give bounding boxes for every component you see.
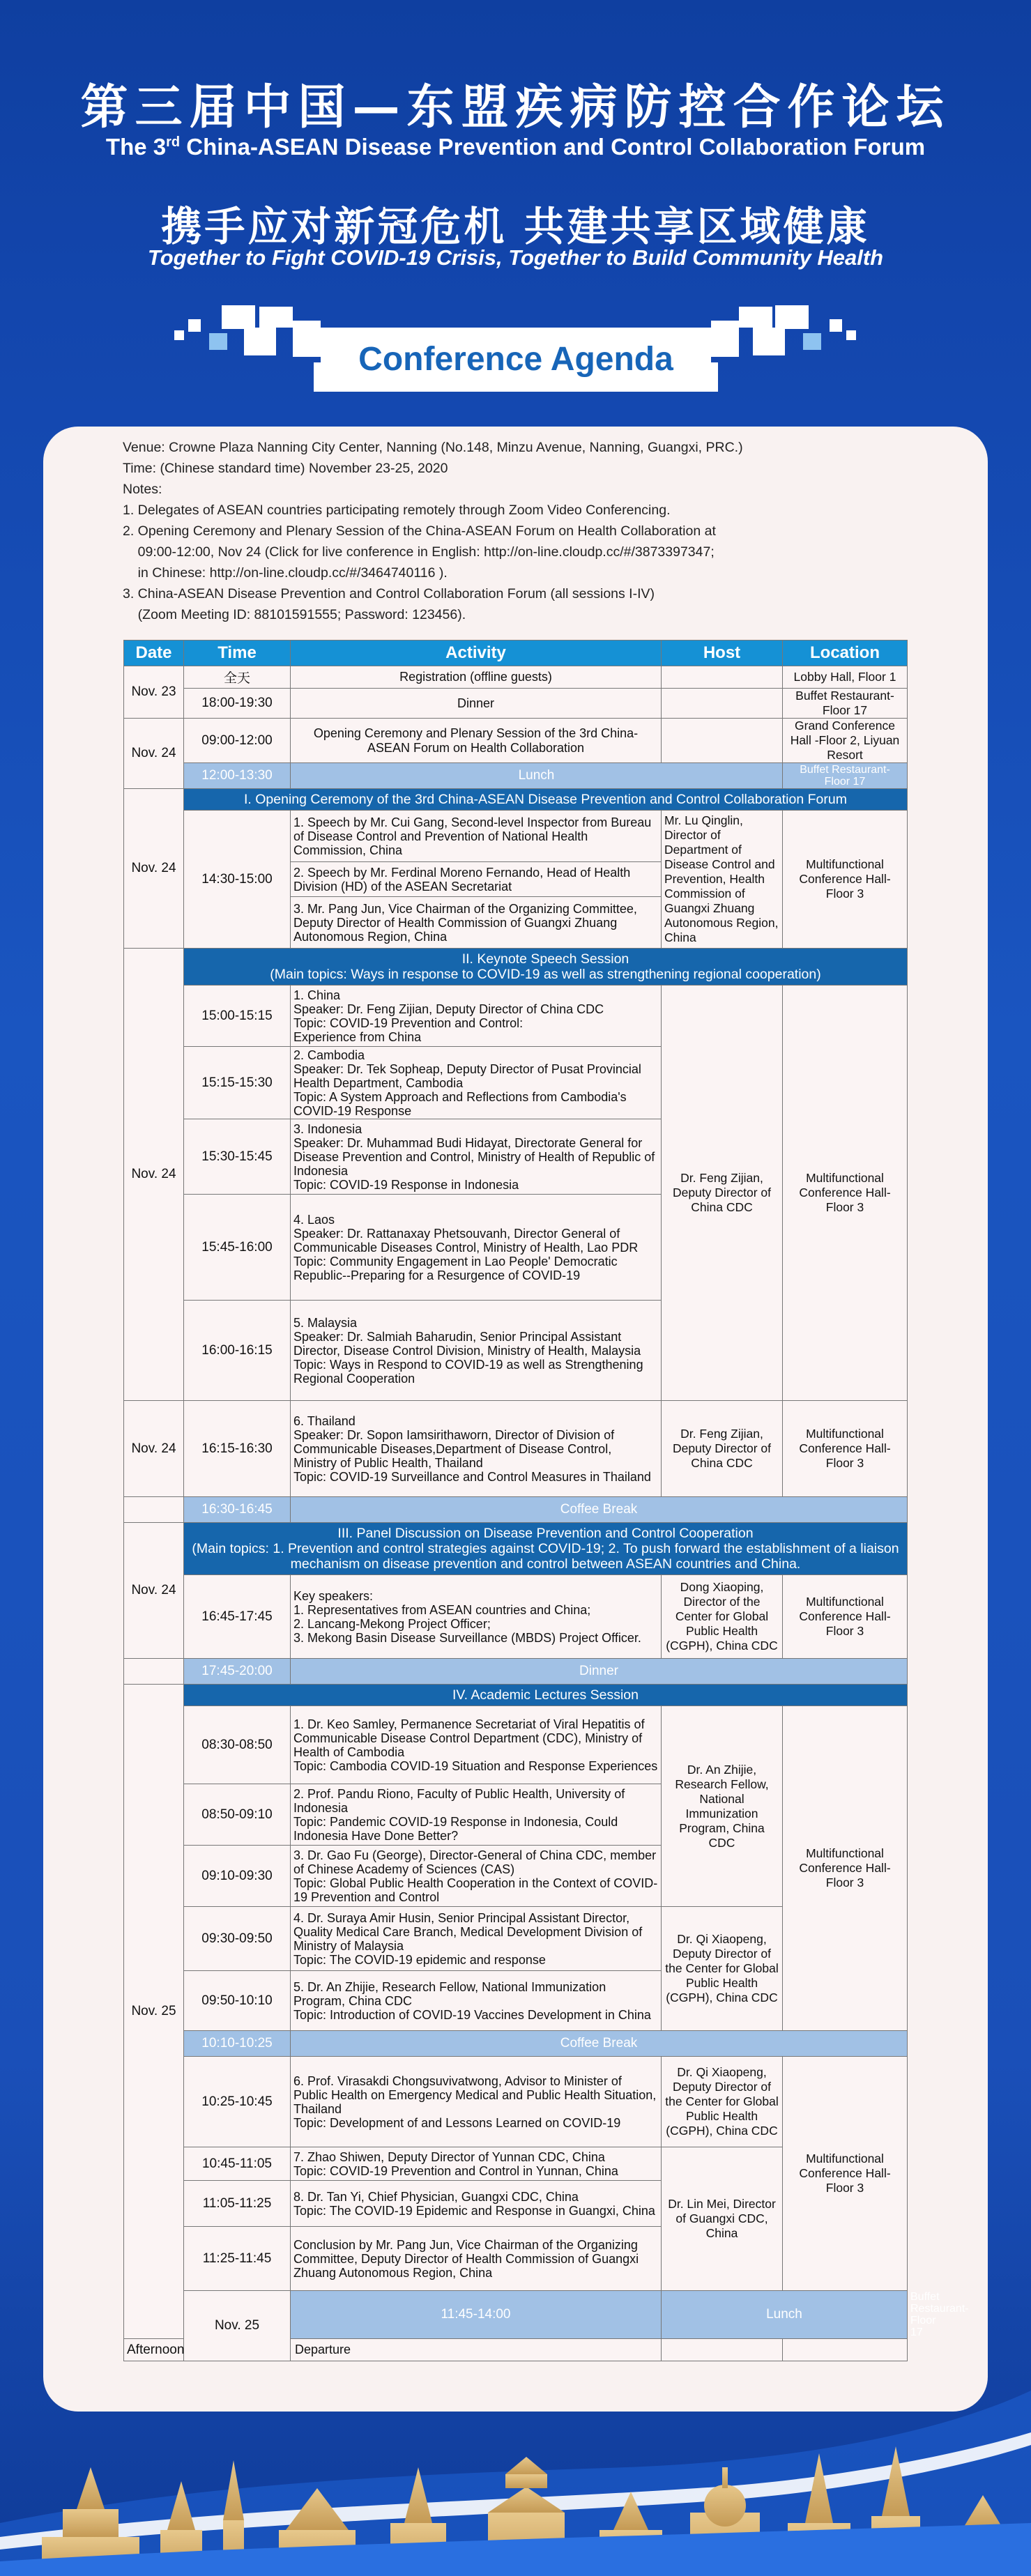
slogan-cn: 携手应对新冠危机 共建共享区域健康	[161, 203, 870, 250]
table-row: 18:00-19:30 Dinner Buffet Restaurant- Floor 17	[124, 689, 908, 719]
forum-title-en: The 3rd China-ASEAN Disease Prevention and Control Collaboration Forum	[105, 134, 926, 160]
table-row: 14:30-15:00 1. Speech by Mr. Cui Gang, Second-level Inspector from Bureau of Disease Control and Prevention of National Health Commission, China Mr. Lu Qinglin, Director of Department of Disease Control and Prevention, Health Commission of Guangxi Zhuang Autonomous Region, China Multifunctional Conference Hall-Floor 3	[124, 811, 908, 862]
table-row: 08:30-08:50 1. Dr. Keo Samley, Permanence Secretariat of Viral Hepatitis of Communicable Disease Control Department (CDC), Ministry of Health of Cambodia Topic: Cambodia COVID-19 Situation and Response Experiences Dr. An Zhijie, Research Fellow, National Immunization Program, China CDC Multifunctional Conference Hall-Floor 3	[124, 1706, 908, 1784]
table-row: 2. Speech by Mr. Ferdinal Moreno Fernando, Head of Health Division (HD) of the ASEAN Secretariat	[124, 862, 908, 897]
forum-title-cn: 第三届中国—东盟疾病防控合作论坛	[80, 80, 951, 135]
section-header: Nov. 25 IV. Academic Lectures Session	[124, 1685, 908, 1706]
section-header: Nov. 24 III. Panel Discussion on Disease Prevention and Control Cooperation (Main topics: 1. Prevention and control strategies against COVID-19; 2. To push forward the establishment of a liaison mechanism on disease prevention and control between ASEAN countries and China.	[124, 1523, 908, 1575]
table-header	[124, 641, 908, 666]
section-header: Nov. 24 I. Opening Ceremony of the 3rd China-ASEAN Disease Prevention and Control Collaboration Forum	[124, 789, 908, 811]
table-row: Nov. 24 16:15-16:30 6. Thailand Speaker: Dr. Sopon Iamsirithaworn, Director of Division of Communicable Diseases,Department of Disease Control, Ministry of Public Health, Thailand Topic: COVID-19 Surveillance and Control Measures in Thailand Dr. Feng Zijian, Deputy Director of China CDC Multifunctional Conference Hall-Floor 3	[124, 1401, 908, 1497]
col-location: Location	[783, 641, 908, 666]
table-row: 15:45-16:00 4. Laos Speaker: Dr. Rattanaxay Phetsouvanh, Director General of Communicable Diseases Control, Ministry of Health, Lao PDR Topic: Community Engagement in Lao People' Democratic Republic--Preparing for a Resurgence of COVID-19	[124, 1195, 908, 1301]
table-row: Afternoon Departure	[124, 2339, 908, 2361]
col-host: Host	[662, 641, 783, 666]
table-row: 15:15-15:30 2. Cambodia Speaker: Dr. Tek Sopheap, Deputy Director of Pusat Provincial Health Department, Cambodia Topic: A System Approach and Reflections from Cambodia's COVID-19 Response	[124, 1047, 908, 1119]
table-row: 10:45-11:05 7. Zhao Shiwen, Deputy Director of Yunnan CDC, China Topic: COVID-19 Prevention and Control in Yunnan, China Dr. Lin Mei, Director of Guangxi CDC, China	[124, 2147, 908, 2181]
table-row: 09:10-09:30 3. Dr. Gao Fu (George), Director-General of China CDC, member of Chinese Academy of Sciences (CAS) Topic: Global Public Health Cooperation in the Context of COVID-19 Prevention and Control	[124, 1846, 908, 1907]
table-row: 15:30-15:45 3. Indonesia Speaker: Dr. Muhammad Budi Hidayat, Directorate General for Disease Prevention and Control, Ministry of Health of Republic of Indonesia Topic: COVID-19 Response in Indonesia	[124, 1119, 908, 1195]
coffee-break-row: 10:10-10:25 Coffee Break	[124, 2031, 908, 2057]
col-time: Time	[184, 641, 291, 666]
dinner-row: 17:45-20:00 Dinner	[124, 1659, 908, 1685]
coffee-break-row: 16:30-16:45 Coffee Break	[124, 1497, 908, 1523]
asean-landmarks-skyline	[0, 2363, 1031, 2576]
table-row: 08:50-09:10 2. Prof. Pandu Riono, Faculty of Public Health, University of Indonesia Topic: Pandemic COVID-19 Response in Indonesia, Could Indonesia Have Done Better?	[124, 1784, 908, 1846]
table-row: 09:30-09:50 4. Dr. Suraya Amir Husin, Senior Principal Assistant Director, Quality Medical Care Branch, Medical Development Division of Ministry of Malaysia Topic: The COVID-19 epidemic and response Dr. Qi Xiaopeng, Deputy Director of the Center for Global Public Health (CGPH), China CDC	[124, 1907, 908, 1971]
venue-notes: Venue: Crowne Plaza Nanning City Center, Nanning (No.148, Minzu Avenue, Nanning, Guangxi, PRC.) Time: (Chinese standard time) November 23-25, 2020 Notes: 1. Delegates of ASEAN countries participating remotely through Zoom Video Conferencing. 2. Opening Ceremony and Plenary Session of the China-ASEAN Forum on Health Collaboration at 09:00-12:00, Nov 24 (Click for live conference in English: http://on-line.cloudp.cc/#/3873397347; in Chinese: http://on-line.cloudp.cc/#/3464740116 ). 3. China-ASEAN Disease Prevention and Control Collaboration Forum (all sessions I-IV) (Zoom Meeting ID: 88101591555; Password: 123456).	[123, 440, 743, 622]
table-row: 16:45-17:45 Key speakers: 1. Representatives from ASEAN countries and China; 2. Lancang-Mekong Project Officer; 3. Mekong Basin Disease Surveillance (MBDS) Project Officer. Dong Xiaoping, Director of the Center for Global Public Health (CGPH), China CDC Multifunctional Conference Hall-Floor 3	[124, 1575, 908, 1659]
lunch-row: Nov. 25 11:45-14:00 Lunch	[124, 2291, 908, 2339]
table-row: 16:00-16:15 5. Malaysia Speaker: Dr. Salmiah Baharudin, Senior Principal Assistant Director, Disease Control Division, Ministry of Health, Malaysia Topic: Ways in Respond to COVID-19 as well as Strengthening Regional Cooperation	[124, 1301, 908, 1401]
table-row: Nov. 24 09:00-12:00 Opening Ceremony and Plenary Session of the 3rd China-ASEAN Forum on Health Collaboration Grand Conference Hall -Floor 2, Liyuan Resort	[124, 719, 908, 763]
table-row: 10:25-10:45 6. Prof. Virasakdi Chongsuvivatwong, Advisor to Minister of Public Health on Emergency Medical and Public Health Situation, Thailand Topic: Development of and Lessons Learned on COVID-19 Dr. Qi Xiaopeng, Deputy Director of the Center for Global Public Health (CGPH), China CDC Multifunctional Conference Hall-Floor 3	[124, 2057, 908, 2147]
col-date: Date	[124, 641, 184, 666]
table-row: 11:05-11:25 8. Dr. Tan Yi, Chief Physician, Guangxi CDC, China Topic: The COVID-19 Epidemic and Response in Guangxi, China	[124, 2181, 908, 2227]
table-row: 11:25-11:45 Conclusion by Mr. Pang Jun, Vice Chairman of the Organizing Committee, Deputy Director of Health Commission of Guangxi Zhuang Autonomous Region, China	[124, 2227, 908, 2291]
table-row: Nov. 23 全天 Registration (offline guests) Lobby Hall, Floor 1	[124, 666, 908, 689]
agenda-banner: Conference Agenda	[321, 328, 711, 392]
table-row: 3. Mr. Pang Jun, Vice Chairman of the Organizing Committee, Deputy Director of Health Commission of Guangxi Zhuang Autonomous Region, China	[124, 897, 908, 949]
agenda-table	[123, 640, 908, 2361]
col-activity: Activity	[291, 641, 662, 666]
lunch-row: 12:00-13:30 Lunch Buffet Restaurant- Floor 17	[124, 763, 908, 789]
table-row: 15:00-15:15 1. China Speaker: Dr. Feng Zijian, Deputy Director of China CDC Topic: COVID-19 Prevention and Control: Experience from China Dr. Feng Zijian, Deputy Director of China CDC Multifunctional Conference Hall-Floor 3	[124, 986, 908, 1047]
slogan-en: Together to Fight COVID-19 Crisis, Together to Build Community Health	[147, 245, 884, 270]
table-row: 09:50-10:10 5. Dr. An Zhijie, Research Fellow, National Immunization Program, China CDC Topic: Introduction of COVID-19 Vaccines Development in China	[124, 1971, 908, 2031]
section-header: Nov. 24 II. Keynote Speech Session (Main topics: Ways in response to COVID-19 as well as strengthening regional cooperation)	[124, 949, 908, 986]
